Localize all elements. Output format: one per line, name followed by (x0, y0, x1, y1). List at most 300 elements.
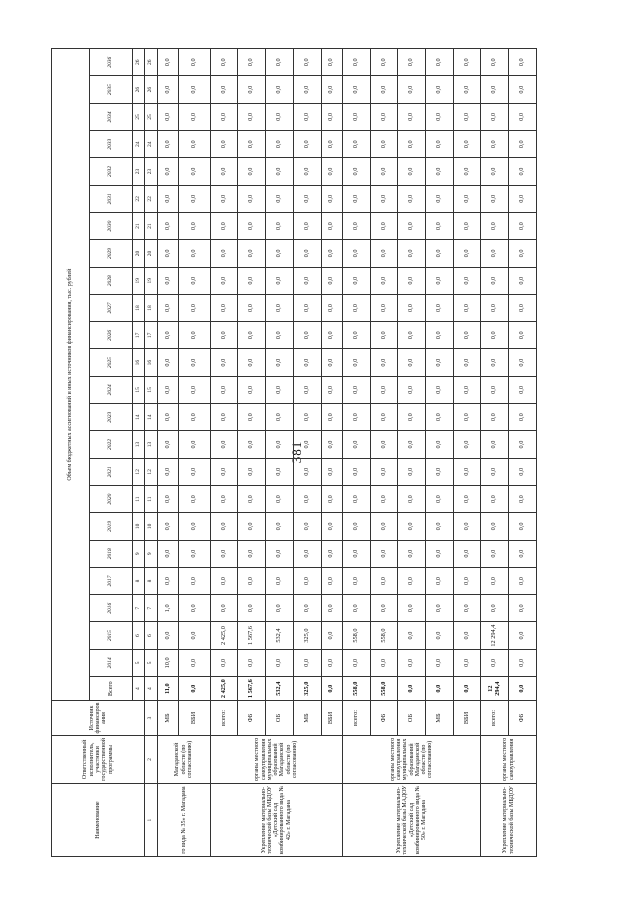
row-value: 0,0 (266, 240, 294, 267)
row-value: 0,0 (370, 103, 398, 130)
row-value: 0,0 (179, 185, 210, 212)
row-value: 0,0 (342, 458, 370, 485)
row-value: 0,0 (238, 404, 266, 431)
row-value: 0,0 (342, 485, 370, 512)
row-value: 0,0 (266, 404, 294, 431)
page-number: 381 (289, 440, 304, 464)
row-value: 0,0 (370, 349, 398, 376)
row-value: 0,0 (342, 376, 370, 403)
row-value: 0,0 (293, 212, 321, 239)
row-value: 0,0 (426, 294, 454, 321)
row-value: 0,0 (266, 349, 294, 376)
row-value: 0,0 (157, 267, 178, 294)
header-year: 2033 (89, 131, 132, 158)
row-value: 0,0 (509, 76, 537, 103)
column-number: 14 (145, 404, 158, 431)
row-value: 0,0 (398, 349, 426, 376)
row-value: 0,0 (370, 267, 398, 294)
row-value: 0,0 (179, 540, 210, 567)
row-value: 0,0 (179, 649, 210, 676)
row-source: ОБ (266, 701, 294, 735)
row-value: 0,0 (426, 158, 454, 185)
row-value: 0,0 (238, 294, 266, 321)
row-value: 0,0 (509, 485, 537, 512)
row-value: 0,0 (481, 267, 509, 294)
row-value: 558,0 (370, 622, 398, 649)
row-value: 0,0 (266, 567, 294, 594)
row-value: 0,0 (426, 240, 454, 267)
row-value: 0,0 (370, 649, 398, 676)
header-index: 11 (132, 485, 145, 512)
row-value: 0,0 (342, 49, 370, 77)
row-value: 325,0 (293, 622, 321, 649)
header-year: 2031 (89, 185, 132, 212)
row-value: 0,0 (210, 567, 238, 594)
column-number: 5 (145, 649, 158, 676)
row-value: 0,0 (481, 158, 509, 185)
header-index: 23 (132, 158, 145, 185)
row-total: 0,0 (321, 677, 342, 701)
row-value: 0,0 (509, 649, 537, 676)
row-value: 0,0 (210, 131, 238, 158)
row-value: 0,0 (453, 595, 481, 622)
row-value: 0,0 (426, 322, 454, 349)
column-number: 11 (145, 485, 158, 512)
header-index: 26 (132, 49, 145, 77)
header-year: 2026 (89, 322, 132, 349)
row-value: 0,0 (210, 404, 238, 431)
row-value: 0,0 (321, 212, 342, 239)
column-number: 23 (145, 158, 158, 185)
header-index: 12 (132, 458, 145, 485)
row-value: 0,0 (321, 103, 342, 130)
row-value: 0,0 (266, 294, 294, 321)
row-value: 0,0 (509, 595, 537, 622)
row-value: 0,0 (238, 267, 266, 294)
row-value: 0,0 (509, 349, 537, 376)
column-number: 6 (145, 622, 158, 649)
row-value: 0,0 (426, 349, 454, 376)
column-number: 2 (145, 735, 158, 784)
row-source: ФБ (509, 701, 537, 735)
row-value: 0,0 (238, 649, 266, 676)
row-value: 0,0 (370, 131, 398, 158)
row-value: 0,0 (426, 431, 454, 458)
row-value: 0,0 (481, 212, 509, 239)
header-index: 21 (132, 212, 145, 239)
row-value: 0,0 (293, 431, 321, 458)
row-value: 0,0 (453, 240, 481, 267)
row-value: 0,0 (453, 322, 481, 349)
row-value: 0,0 (398, 103, 426, 130)
row-value: 0,0 (398, 622, 426, 649)
row-source: ФБ (370, 701, 398, 735)
header-index: 18 (132, 294, 145, 321)
row-value: 0,0 (321, 595, 342, 622)
row-value: 0,0 (398, 49, 426, 77)
row-value: 0,0 (370, 240, 398, 267)
row-value: 0,0 (342, 431, 370, 458)
row-value: 0,0 (179, 158, 210, 185)
row-value: 0,0 (266, 649, 294, 676)
row-value: 0,0 (157, 376, 178, 403)
row-value: 0,0 (342, 267, 370, 294)
table-row (342, 49, 370, 857)
row-value: 1,0 (157, 595, 178, 622)
row-value: 0,0 (453, 267, 481, 294)
row-value: 0,0 (179, 294, 210, 321)
row-value: 0,0 (509, 458, 537, 485)
row-value: 0,0 (370, 158, 398, 185)
column-number: 9 (145, 540, 158, 567)
row-value: 0,0 (370, 458, 398, 485)
row-total: 0,0 (426, 677, 454, 701)
funding-table (51, 48, 537, 857)
row-value: 0,0 (509, 49, 537, 77)
row-value: 0,0 (370, 513, 398, 540)
row-value: 0,0 (293, 103, 321, 130)
row-value: 0,0 (293, 595, 321, 622)
row-value: 0,0 (238, 49, 266, 77)
row-value: 0,0 (481, 76, 509, 103)
row-source: всего: (342, 701, 370, 735)
row-value: 0,0 (426, 622, 454, 649)
row-value: 0,0 (210, 267, 238, 294)
header-index: 6 (132, 622, 145, 649)
row-value: 0,0 (398, 513, 426, 540)
header-index: 17 (132, 322, 145, 349)
row-value: 0,0 (481, 294, 509, 321)
row-value: 0,0 (481, 567, 509, 594)
row-value: 0,0 (321, 294, 342, 321)
row-value: 532,4 (266, 622, 294, 649)
column-number: 21 (145, 212, 158, 239)
row-value: 0,0 (481, 103, 509, 130)
row-source: ВБИ (179, 701, 210, 735)
row-value: 0,0 (238, 131, 266, 158)
header-index: 7 (132, 595, 145, 622)
row-value: 0,0 (179, 595, 210, 622)
row-value: 0,0 (370, 322, 398, 349)
table-row (481, 49, 509, 857)
row-value: 0,0 (238, 376, 266, 403)
row-value: 0,0 (398, 404, 426, 431)
row-value: 0,0 (321, 567, 342, 594)
header-year: 2019 (89, 513, 132, 540)
row-value: 0,0 (157, 240, 178, 267)
header-index: 16 (132, 349, 145, 376)
column-number: 17 (145, 322, 158, 349)
rotated-table-container (51, 48, 537, 857)
row-value: 0,0 (342, 404, 370, 431)
header-year: 2025 (89, 349, 132, 376)
row-value: 0,0 (426, 595, 454, 622)
row-value: 0,0 (210, 294, 238, 321)
row-name: го вида № 35» г. Магадана (157, 784, 210, 857)
row-value: 558,0 (342, 622, 370, 649)
row-value: 0,0 (398, 240, 426, 267)
header-index: 5 (132, 649, 145, 676)
row-value: 0,0 (453, 649, 481, 676)
row-value: 0,0 (481, 485, 509, 512)
row-total: 0,0 (509, 677, 537, 701)
row-value: 0,0 (210, 458, 238, 485)
row-responsible: Магаданской области (по согласованию) (157, 735, 210, 784)
row-value: 0,0 (370, 294, 398, 321)
row-value: 0,0 (426, 103, 454, 130)
row-value: 0,0 (453, 376, 481, 403)
row-value: 0,0 (157, 185, 178, 212)
header-year: 2027 (89, 294, 132, 321)
row-value: 0,0 (321, 240, 342, 267)
row-value: 0,0 (210, 649, 238, 676)
row-value: 0,0 (453, 404, 481, 431)
table-row (210, 49, 238, 857)
row-value: 0,0 (481, 595, 509, 622)
column-number: 3 (145, 701, 158, 735)
row-value: 0,0 (210, 49, 238, 77)
row-value: 0,0 (370, 485, 398, 512)
row-value: 0,0 (157, 458, 178, 485)
row-value: 0,0 (321, 49, 342, 77)
header-year: 2021 (89, 458, 132, 485)
row-responsible: органы местного самоуправления (481, 735, 537, 784)
row-value: 0,0 (342, 158, 370, 185)
row-value: 0,0 (266, 76, 294, 103)
row-value: 0,0 (426, 485, 454, 512)
row-value: 0,0 (481, 185, 509, 212)
row-value: 0,0 (342, 349, 370, 376)
row-value: 0,0 (179, 485, 210, 512)
row-value: 0,0 (481, 404, 509, 431)
row-value: 0,0 (509, 513, 537, 540)
row-responsible: органы местного самоуправления муниципальных образований Магаданской области (по согласованию) (210, 735, 342, 784)
row-total: 11,0 (157, 677, 178, 701)
row-value: 0,0 (210, 431, 238, 458)
row-name: Укрепление материально-технической базы МАДОУ «Детский сад комбинированного вида № 50» г. Магадана (342, 784, 481, 857)
row-value: 0,0 (266, 322, 294, 349)
row-value: 0,0 (210, 76, 238, 103)
row-value: 0,0 (266, 376, 294, 403)
column-number-row (145, 49, 158, 857)
row-value: 0,0 (238, 458, 266, 485)
row-value: 0,0 (453, 349, 481, 376)
row-value: 0,0 (293, 267, 321, 294)
row-value: 0,0 (321, 267, 342, 294)
row-total: 0,0 (453, 677, 481, 701)
header-year: 2024 (89, 376, 132, 403)
row-value: 0,0 (266, 540, 294, 567)
row-value: 0,0 (293, 540, 321, 567)
header-year: 2020 (89, 485, 132, 512)
row-value: 0,0 (210, 513, 238, 540)
row-value: 0,0 (238, 513, 266, 540)
header-year: 2034 (89, 103, 132, 130)
row-value: 0,0 (509, 540, 537, 567)
row-source: МБ (426, 701, 454, 735)
row-value: 0,0 (210, 212, 238, 239)
header-year: 2014 (89, 649, 132, 676)
row-value: 0,0 (210, 103, 238, 130)
row-value: 0,0 (398, 431, 426, 458)
row-value: 0,0 (342, 240, 370, 267)
row-value: 0,0 (398, 567, 426, 594)
header-responsible: Ответственный исполнитель, участники государственной программы (52, 735, 145, 784)
row-value: 0,0 (293, 185, 321, 212)
row-value: 0,0 (342, 649, 370, 676)
row-value: 0,0 (238, 567, 266, 594)
row-value: 0,0 (426, 540, 454, 567)
column-number: 22 (145, 185, 158, 212)
row-value: 0,0 (453, 431, 481, 458)
row-value: 0,0 (238, 540, 266, 567)
row-value: 0,0 (509, 322, 537, 349)
row-value: 0,0 (342, 294, 370, 321)
header-year: 2032 (89, 158, 132, 185)
row-value: 0,0 (453, 158, 481, 185)
row-value: 0,0 (157, 322, 178, 349)
header-name: Наименование (52, 784, 145, 857)
row-value: 0,0 (210, 485, 238, 512)
row-value: 1 567,6 (238, 622, 266, 649)
column-number: 10 (145, 513, 158, 540)
row-value: 0,0 (157, 212, 178, 239)
row-value: 0,0 (481, 349, 509, 376)
row-value: 0,0 (370, 540, 398, 567)
row-value: 0,0 (157, 294, 178, 321)
row-value: 0,0 (398, 376, 426, 403)
row-value: 0,0 (238, 240, 266, 267)
row-value: 0,0 (370, 567, 398, 594)
row-value: 0,0 (238, 431, 266, 458)
column-number: 18 (145, 294, 158, 321)
header-year: 2023 (89, 404, 132, 431)
row-value: 0,0 (210, 322, 238, 349)
row-value: 0,0 (453, 567, 481, 594)
row-value: 0,0 (293, 49, 321, 77)
row-value: 0,0 (342, 131, 370, 158)
row-value: 0,0 (179, 103, 210, 130)
row-value: 0,0 (210, 540, 238, 567)
column-number: 25 (145, 103, 158, 130)
row-value: 0,0 (453, 622, 481, 649)
row-value: 0,0 (157, 76, 178, 103)
row-value: 0,0 (210, 158, 238, 185)
row-value: 0,0 (157, 158, 178, 185)
row-value: 0,0 (426, 212, 454, 239)
row-value: 0,0 (370, 212, 398, 239)
row-value: 0,0 (481, 513, 509, 540)
header-index: 24 (132, 131, 145, 158)
header-index: 22 (132, 185, 145, 212)
row-value: 0,0 (321, 322, 342, 349)
row-value: 0,0 (293, 458, 321, 485)
row-total: 0,0 (398, 677, 426, 701)
row-value: 0,0 (342, 212, 370, 239)
row-value: 0,0 (398, 649, 426, 676)
header-volume: Объем бюджетных ассигнований и иных источников финансирования, тыс. рублей (52, 49, 90, 701)
row-value: 0,0 (238, 212, 266, 239)
row-value: 0,0 (426, 131, 454, 158)
row-value: 0,0 (398, 322, 426, 349)
row-responsible: органы местного самоуправления муниципальных образований Магаданской области (по согласованию) (342, 735, 481, 784)
row-value: 0,0 (481, 322, 509, 349)
row-value: 0,0 (321, 376, 342, 403)
row-total: 0,0 (179, 677, 210, 701)
row-value: 0,0 (266, 267, 294, 294)
row-value: 0,0 (157, 349, 178, 376)
row-value: 0,0 (293, 294, 321, 321)
row-value: 0,0 (293, 349, 321, 376)
row-value: 0,0 (266, 131, 294, 158)
row-value: 0,0 (426, 458, 454, 485)
column-number: 20 (145, 240, 158, 267)
row-value: 0,0 (426, 649, 454, 676)
header-index: 8 (132, 567, 145, 594)
row-value: 0,0 (157, 131, 178, 158)
column-number: 26 (145, 49, 158, 77)
row-value: 0,0 (453, 294, 481, 321)
header-index: 4 (132, 677, 145, 701)
row-value: 0,0 (509, 567, 537, 594)
row-value: 0,0 (453, 185, 481, 212)
row-value: 0,0 (266, 185, 294, 212)
row-value: 0,0 (453, 540, 481, 567)
row-value: 0,0 (509, 294, 537, 321)
row-value: 0,0 (238, 103, 266, 130)
row-value: 0,0 (370, 404, 398, 431)
header-index: 13 (132, 431, 145, 458)
row-value: 0,0 (481, 376, 509, 403)
row-value: 0,0 (321, 649, 342, 676)
row-name: Укрепление материально-технической базы МБДОУ «Детский сад комбинированного вида № 42» г. Магадана (210, 784, 342, 857)
header-year: 2030 (89, 212, 132, 239)
row-value: 0,0 (453, 76, 481, 103)
row-value: 0,0 (481, 540, 509, 567)
row-value: 0,0 (481, 240, 509, 267)
row-value: 0,0 (293, 240, 321, 267)
row-value: 0,0 (398, 76, 426, 103)
row-value: 0,0 (509, 158, 537, 185)
row-value: 0,0 (238, 349, 266, 376)
row-value: 0,0 (509, 131, 537, 158)
row-value: 0,0 (179, 349, 210, 376)
row-value: 0,0 (321, 431, 342, 458)
row-value: 0,0 (321, 76, 342, 103)
row-value: 0,0 (398, 458, 426, 485)
header-index: 26 (132, 76, 145, 103)
row-value: 0,0 (342, 513, 370, 540)
row-value: 0,0 (293, 649, 321, 676)
row-value: 0,0 (321, 349, 342, 376)
row-value: 0,0 (398, 267, 426, 294)
row-value: 0,0 (398, 540, 426, 567)
row-value: 0,0 (293, 76, 321, 103)
row-value: 0,0 (509, 185, 537, 212)
column-number: 19 (145, 267, 158, 294)
row-value: 0,0 (293, 404, 321, 431)
row-value: 2 425,0 (210, 622, 238, 649)
row-source: ВБИ (453, 701, 481, 735)
row-value: 0,0 (266, 485, 294, 512)
row-value: 0,0 (426, 376, 454, 403)
row-value: 0,0 (426, 267, 454, 294)
row-value: 0,0 (481, 49, 509, 77)
row-total: 2 425,0 (210, 677, 238, 701)
header-year: 2015 (89, 622, 132, 649)
row-value: 0,0 (157, 567, 178, 594)
row-value: 0,0 (342, 76, 370, 103)
